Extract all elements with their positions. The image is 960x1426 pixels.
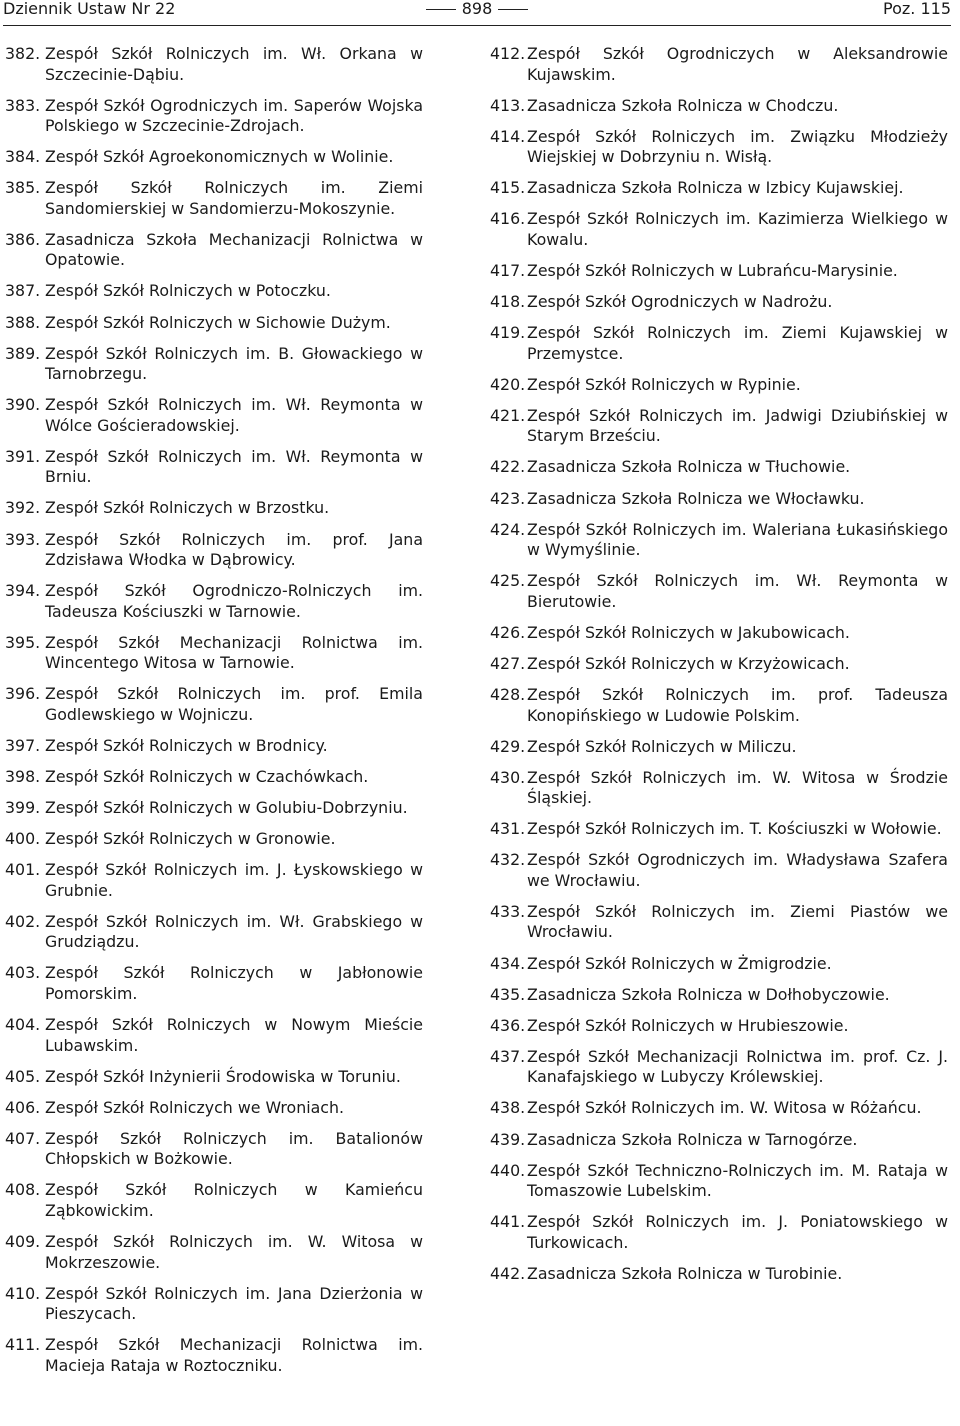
- entry-text: Zespół Szkół Rolniczych im. Związku Młodzieży Wiejskiej w Dobrzyniu n. Wisłą.: [527, 126, 948, 167]
- entry-text: Zespół Szkół Rolniczych w Gronowie.: [45, 829, 336, 849]
- entry-number: 426.: [490, 622, 526, 642]
- entry-number: 386.: [5, 229, 41, 249]
- entry-text: Zespół Szkół Rolniczych im. prof. Emila Godlewskiego w Wojniczu.: [45, 684, 423, 724]
- list-item: [5, 1015, 423, 1056]
- dash-decoration: [498, 9, 528, 10]
- entry-text: Zespół Szkół Rolniczych we Wroniach.: [45, 1097, 344, 1117]
- list-item: [490, 768, 948, 809]
- list-item: [5, 395, 423, 436]
- entry-number: 408.: [5, 1180, 41, 1200]
- entry-text: Zespół Szkół Rolniczych w Rypinie.: [527, 374, 801, 394]
- list-item: [490, 623, 948, 644]
- list-item: [5, 44, 423, 85]
- entry-number: 413.: [490, 95, 526, 115]
- list-item: [5, 313, 423, 334]
- entry-text: Zasadnicza Szkoła Rolnicza w Turobinie.: [527, 1263, 843, 1283]
- entry-text: Zespół Szkół Rolniczych im. Wł. Reymonta w Wólce Gościeradowskiej.: [45, 395, 423, 435]
- entry-number: 434.: [490, 953, 526, 973]
- list-item: [5, 767, 423, 788]
- entry-number: 414.: [490, 126, 526, 146]
- entry-number: 432.: [490, 850, 526, 870]
- entry-text: Zespół Szkół Techniczno-Rolniczych im. M. Rataja w Tomaszowie Lubelskim.: [527, 1160, 948, 1201]
- entry-number: 402.: [5, 911, 41, 931]
- list-item: [490, 457, 948, 478]
- entry-text: Zespół Szkół Ogrodniczo-Rolniczych im. Tadeusza Kościuszki w Tarnowie.: [45, 581, 423, 621]
- list-item: [5, 1335, 423, 1376]
- entry-number: 393.: [5, 529, 41, 549]
- list-item: [5, 684, 423, 725]
- list-item: [490, 261, 948, 282]
- list-item: [5, 736, 423, 757]
- entry-text: Zespół Szkół Rolniczych im. Jadwigi Dziubińskiej w Starym Brześciu.: [527, 405, 948, 446]
- list-item: [490, 209, 948, 250]
- list-item: [5, 581, 423, 622]
- list-item: [5, 96, 423, 137]
- entry-number: 390.: [5, 395, 41, 415]
- entry-text: Zespół Szkół Agroekonomicznych w Wolinie.: [45, 147, 394, 167]
- entry-number: 437.: [490, 1046, 526, 1066]
- entry-text: Zespół Szkół Rolniczych w Jakubowicach.: [527, 622, 850, 642]
- entry-number: 396.: [5, 684, 41, 704]
- entry-text: Zespół Szkół Rolniczych im. Jana Dzierżonia w Pieszycach.: [45, 1283, 423, 1324]
- entry-text: Zasadnicza Szkoła Rolnicza w Tłuchowie.: [527, 457, 851, 477]
- list-item: [5, 178, 423, 219]
- entry-number: 403.: [5, 963, 41, 983]
- list-item: [490, 178, 948, 199]
- list-item: [5, 633, 423, 674]
- list-item: [490, 737, 948, 758]
- entry-number: 385.: [5, 178, 41, 198]
- list-item: [490, 819, 948, 840]
- entry-number: 424.: [490, 519, 526, 539]
- list-item: [5, 829, 423, 850]
- entry-number: 387.: [5, 281, 41, 301]
- entry-number: 407.: [5, 1128, 41, 1148]
- entry-text: Zespół Szkół Ogrodniczych w Nadrożu.: [527, 292, 833, 312]
- entry-text: Zespół Szkół Rolniczych im. T. Kościuszki w Wołowie.: [527, 819, 942, 839]
- right-column: [490, 44, 948, 1295]
- entry-number: 399.: [5, 798, 41, 818]
- list-item: [490, 850, 948, 891]
- list-item: [490, 96, 948, 117]
- entry-text: Zespół Szkół Rolniczych im. Waleriana Łukasińskiego w Wymyślinie.: [527, 519, 948, 560]
- entry-number: 411.: [5, 1335, 41, 1355]
- entry-number: 436.: [490, 1015, 526, 1035]
- list-item: [5, 1232, 423, 1273]
- entry-text: Zespół Szkół Rolniczych im. prof. Jana Zdzisława Włodka w Dąbrowicy.: [45, 529, 423, 570]
- entry-text: Zespół Szkół Inżynierii Środowiska w Toruniu.: [45, 1066, 401, 1086]
- list-item: [5, 281, 423, 302]
- entry-number: 415.: [490, 178, 526, 198]
- list-item: [5, 1098, 423, 1119]
- entry-number: 391.: [5, 446, 41, 466]
- entry-text: Zespół Szkół Rolniczych w Miliczu.: [527, 736, 797, 756]
- entry-text: Zasadnicza Szkoła Rolnicza we Włocławku.: [527, 488, 865, 508]
- entry-text: Zespół Szkół Rolniczych w Żmigrodzie.: [527, 953, 832, 973]
- entry-number: 431.: [490, 819, 526, 839]
- entry-text: Zespół Szkół Rolniczych im. J. Łyskowskiego w Grubnie.: [45, 860, 423, 900]
- journal-title: Dziennik Ustaw Nr 22: [3, 0, 176, 18]
- entry-number: 404.: [5, 1015, 41, 1035]
- entry-number: 420.: [490, 374, 526, 394]
- entry-text: Zespół Szkół Rolniczych w Nowym Mieście Lubawskim.: [45, 1015, 423, 1055]
- entry-number: 405.: [5, 1066, 41, 1086]
- list-item: [5, 530, 423, 571]
- entry-number: 388.: [5, 312, 41, 332]
- entry-text: Zespół Szkół Rolniczych im. Wł. Reymonta w Bierutowie.: [527, 571, 948, 611]
- entry-number: 417.: [490, 260, 526, 280]
- entry-number: 423.: [490, 488, 526, 508]
- list-item: [490, 323, 948, 364]
- entry-text: Zespół Szkół Rolniczych w Kamieńcu Ząbkowickim.: [45, 1180, 423, 1220]
- list-item: [5, 912, 423, 953]
- list-item: [490, 985, 948, 1006]
- entry-text: Zespół Szkół Rolniczych im. Ziemi Sandomierskiej w Sandomierzu-Mokoszynie.: [45, 178, 423, 218]
- list-item: [5, 963, 423, 1004]
- entry-text: Zespół Szkół Rolniczych w Sichowie Dużym.: [45, 312, 391, 332]
- list-item: [490, 1047, 948, 1088]
- entry-text: Zasadnicza Szkoła Rolnicza w Izbicy Kujawskiej.: [527, 178, 904, 198]
- left-column: [5, 44, 423, 1387]
- entry-number: 401.: [5, 860, 41, 880]
- entry-text: Zespół Szkół Ogrodniczych w Aleksandrowie Kujawskim.: [527, 44, 948, 84]
- entry-number: 400.: [5, 829, 41, 849]
- list-item: [490, 489, 948, 510]
- entry-text: Zespół Szkół Rolniczych im. prof. Tadeusza Konopińskiego w Ludowie Polskim.: [527, 685, 948, 725]
- entry-text: Zespół Szkół Rolniczych im. W. Witosa w Różańcu.: [527, 1098, 922, 1118]
- list-item: [490, 571, 948, 612]
- entry-number: 394.: [5, 581, 41, 601]
- entry-text: Zespół Szkół Rolniczych w Lubrańcu-Marysinie.: [527, 260, 898, 280]
- entry-text: Zespół Szkół Rolniczych w Hrubieszowie.: [527, 1015, 849, 1035]
- list-item: [490, 406, 948, 447]
- entry-number: 395.: [5, 632, 41, 652]
- entry-text: Zespół Szkół Mechanizacji Rolnictwa im. prof. Cz. J. Kanafajskiego w Lubyczy Królewskiej.: [527, 1046, 948, 1087]
- list-item: [5, 1284, 423, 1325]
- list-item: [5, 1180, 423, 1221]
- entry-text: Zasadnicza Szkoła Rolnicza w Dołhobyczowie.: [527, 984, 890, 1004]
- list-item: [490, 1212, 948, 1253]
- list-item: [5, 798, 423, 819]
- list-item: [490, 654, 948, 675]
- entry-number: 430.: [490, 767, 526, 787]
- entry-text: Zespół Szkół Rolniczych im. J. Poniatowskiego w Turkowicach.: [527, 1212, 948, 1252]
- dash-decoration: [426, 9, 456, 10]
- entry-text: Zespół Szkół Rolniczych im. Kazimierza Wielkiego w Kowalu.: [527, 209, 948, 249]
- entry-number: 438.: [490, 1098, 526, 1118]
- entry-number: 416.: [490, 209, 526, 229]
- entry-text: Zespół Szkół Rolniczych w Potoczku.: [45, 281, 331, 301]
- entry-number: 429.: [490, 736, 526, 756]
- entry-text: Zespół Szkół Rolniczych im. Wł. Grabskiego w Grudziądzu.: [45, 911, 423, 952]
- entry-text: Zespół Szkół Rolniczych im. Wł. Reymonta w Brniu.: [45, 446, 423, 487]
- entry-number: 383.: [5, 95, 41, 115]
- list-item: [490, 1161, 948, 1202]
- page-number: 898: [461, 0, 493, 18]
- entry-text: Zespół Szkół Rolniczych im. Ziemi Piastów we Wrocławiu.: [527, 901, 948, 942]
- entry-text: Zespół Szkół Rolniczych w Czachówkach.: [45, 767, 369, 786]
- list-item: [5, 344, 423, 385]
- entry-number: 406.: [5, 1097, 41, 1117]
- page-number-wrapper: [3, 0, 951, 18]
- entry-text: Zespół Szkół Mechanizacji Rolnictwa im. Wincentego Witosa w Tarnowie.: [45, 632, 423, 673]
- list-item: [490, 127, 948, 168]
- entry-number: 421.: [490, 405, 526, 425]
- entry-number: 389.: [5, 343, 41, 363]
- entry-text: Zespół Szkół Rolniczych w Jabłonowie Pomorskim.: [45, 963, 423, 1003]
- list-item: [5, 1129, 423, 1170]
- list-item: [490, 1098, 948, 1119]
- entry-text: Zasadnicza Szkoła Mechanizacji Rolnictwa w Opatowie.: [45, 229, 423, 270]
- entry-number: 425.: [490, 571, 526, 591]
- entry-number: 442.: [490, 1263, 526, 1283]
- list-item: [5, 1067, 423, 1088]
- list-item: [490, 292, 948, 313]
- entry-number: 419.: [490, 323, 526, 343]
- entry-text: Zasadnicza Szkoła Rolnicza w Chodczu.: [527, 95, 839, 115]
- entry-number: 409.: [5, 1232, 41, 1252]
- entry-number: 392.: [5, 498, 41, 518]
- entry-text: Zespół Szkół Rolniczych im. W. Witosa w Mokrzeszowie.: [45, 1232, 423, 1272]
- entry-number: 439.: [490, 1129, 526, 1149]
- entry-text: Zespół Szkół Rolniczych w Brodnicy.: [45, 735, 328, 755]
- entry-number: 384.: [5, 147, 41, 167]
- list-item: [490, 902, 948, 943]
- entry-text: Zespół Szkół Rolniczych w Brzostku.: [45, 498, 330, 518]
- list-item: [490, 1130, 948, 1151]
- entry-number: 382.: [5, 44, 41, 63]
- entry-text: Zespół Szkół Rolniczych im. W. Witosa w Środzie Śląskiej.: [527, 767, 948, 808]
- entry-number: 427.: [490, 653, 526, 673]
- entry-number: 433.: [490, 901, 526, 921]
- entry-text: Zespół Szkół Rolniczych w Krzyżowicach.: [527, 653, 850, 673]
- position-number: Poz. 115: [883, 0, 951, 18]
- entry-number: 435.: [490, 984, 526, 1004]
- entry-number: 422.: [490, 457, 526, 477]
- entry-text: Zespół Szkół Ogrodniczych im. Saperów Wojska Polskiego w Szczecinie-Zdrojach.: [45, 95, 423, 136]
- list-item: [490, 1264, 948, 1285]
- list-item: [5, 147, 423, 168]
- entry-number: 410.: [5, 1283, 41, 1303]
- list-item: [490, 44, 948, 85]
- entry-text: Zespół Szkół Rolniczych w Golubiu-Dobrzyniu.: [45, 798, 408, 818]
- list-item: [490, 375, 948, 396]
- entry-number: 397.: [5, 735, 41, 755]
- entry-number: 418.: [490, 292, 526, 312]
- list-item: [490, 685, 948, 726]
- page-header: [3, 0, 951, 26]
- entry-number: 398.: [5, 767, 41, 786]
- list-item: [490, 954, 948, 975]
- list-item: [490, 1016, 948, 1037]
- list-item: [5, 498, 423, 519]
- entry-text: Zespół Szkół Rolniczych im. Batalionów Chłopskich w Bożkowie.: [45, 1128, 423, 1169]
- list-item: [5, 447, 423, 488]
- entry-text: Zespół Szkół Mechanizacji Rolnictwa im. Macieja Rataja w Roztoczniku.: [45, 1335, 423, 1375]
- entry-number: 440.: [490, 1160, 526, 1180]
- entry-number: 428.: [490, 685, 526, 704]
- entry-text: Zespół Szkół Rolniczych im. Ziemi Kujawskiej w Przemystce.: [527, 323, 948, 363]
- entry-number: 412.: [490, 44, 526, 63]
- entry-text: Zespół Szkół Rolniczych im. B. Głowackiego w Tarnobrzegu.: [45, 343, 423, 384]
- list-item: [5, 860, 423, 901]
- entry-text: Zespół Szkół Ogrodniczych im. Władysława Szafera we Wrocławiu.: [527, 850, 948, 890]
- list-item: [5, 230, 423, 271]
- list-item: [490, 520, 948, 561]
- entry-text: Zasadnicza Szkoła Rolnicza w Tarnogórze.: [527, 1129, 858, 1149]
- entry-number: 441.: [490, 1212, 526, 1232]
- entry-text: Zespół Szkół Rolniczych im. Wł. Orkana w Szczecinie-Dąbiu.: [45, 44, 423, 84]
